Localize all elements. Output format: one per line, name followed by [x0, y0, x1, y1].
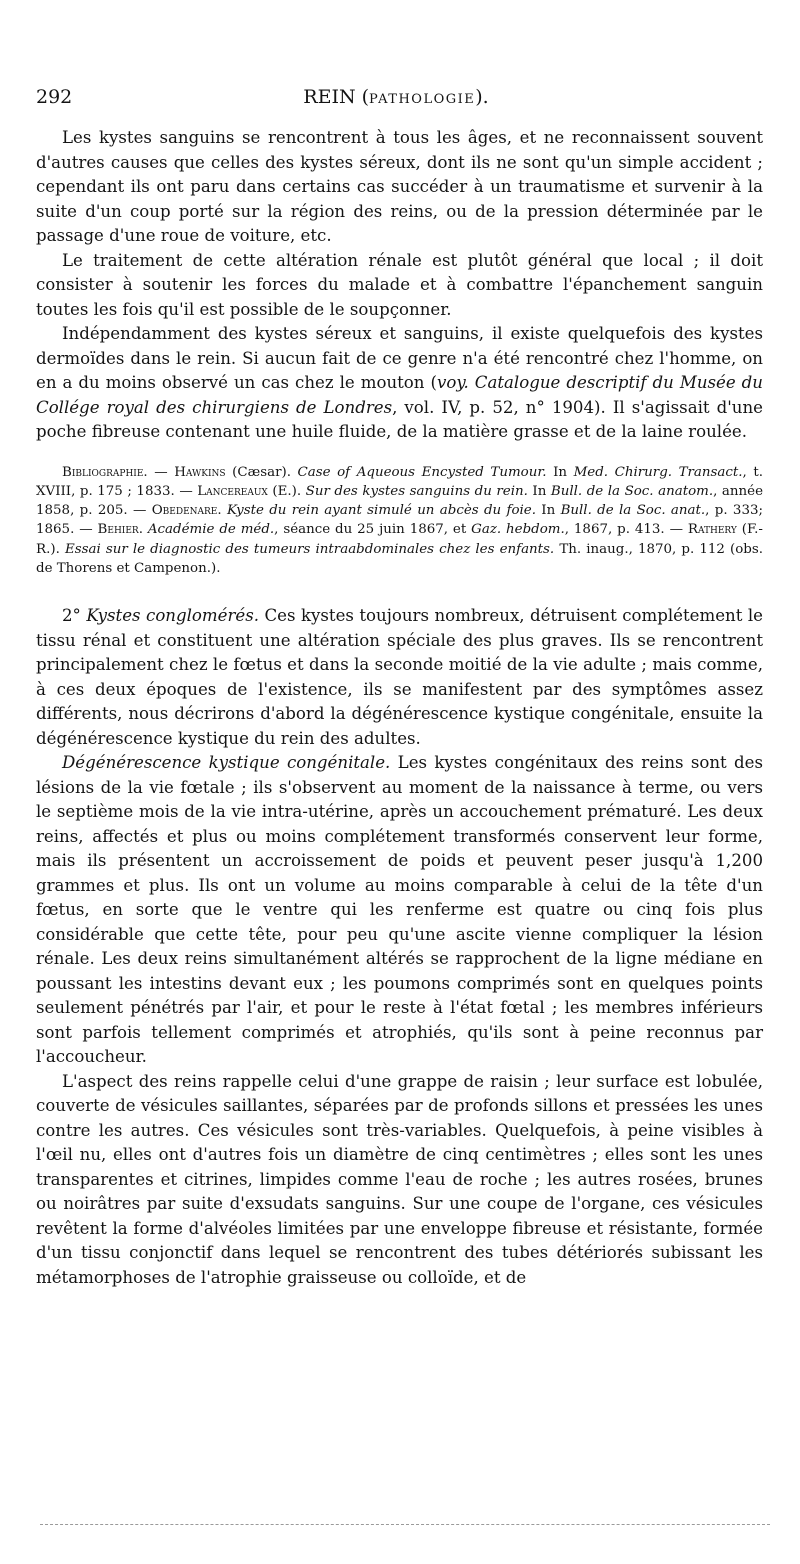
running-title: REIN (PATHOLOGIE).	[303, 86, 489, 108]
bibliography-segment: Kyste du rein ayant simulé un abcès du foie.	[226, 503, 536, 519]
bibliography-segment: Bull. de la Soc. anat.	[560, 503, 706, 519]
bibliography-segment: Th. inaug., 1870, p. 112 (obs. de Thorens et Campenon.).	[36, 541, 763, 576]
bibliography-segment: , p. 333; 1865. —	[36, 503, 763, 538]
bibliography-segment: (Cæsar).	[225, 464, 298, 480]
paragraph-kystes-dermoides: Indépendamment des kystes séreux et sanguins, il existe quelquefois des kystes dermoïdes dans le rein. Si aucun fait de ce genre n'a été rencontré chez l'homme, on en a du moins observé un cas chez le mouton (voy. Catalogue descriptif du Musée du Collége royal des chirurgiens de Londres, vol. IV, p. 52, n° 1904). Il s'agissait d'une poche fibreuse contenant une huile fluide, de la matière grasse et de la laine roulée.	[36, 324, 763, 441]
bibliography-segment: , 1867, p. 413. —	[564, 522, 688, 538]
bibliography-segment: Obedenare.	[151, 503, 222, 519]
bibliography-segment: In	[535, 503, 561, 519]
running-title-subject: PATHOLOGIE	[369, 92, 476, 107]
bibliography-segment: Case of Aqueous Encysted Tumour.	[297, 464, 547, 480]
page-header	[36, 86, 756, 116]
bibliography-segment: Sur des kystes sanguins du rein.	[305, 483, 528, 499]
bibliography-segment: (E.).	[267, 483, 306, 499]
bibliography-segment: Bull. de la Soc. anatom.	[550, 483, 714, 499]
bibliography-segment: —	[147, 464, 175, 480]
paragraph-aspect-reins: L'aspect des reins rappelle celui d'une grappe de raisin ; leur surface est lobulée, couverte de vésicules saillantes, séparées par de profonds sillons et pressées les unes contre les autres. Ces vésicules sont très-variables. Quelquefois, à peine visibles à l'œil nu, elles ont d'autres fois un diamètre de cinq centimètres ; elles sont les unes transparentes et citrines, limpides comme l'eau de roche ; les autres rosées, brunes ou noirâtres par suite d'exsudats sanguins. Sur une coupe de l'organe, ces vésicules revêtent la forme d'alvéoles limitées par une enveloppe fibreuse et résistante, formée d'un tissu conjonctif dans lequel se rencontrent des tubes détériorés subissant les métamorphoses de l'atrophie graisseuse ou colloïde, et de	[36, 1071, 763, 1287]
bibliography-segment: Med. Chirurg. Transact.	[573, 464, 743, 480]
paragraph-degenerescence: Dégénérescence kystique congénitale. Les kystes congénitaux des reins sont des lésions de la vie fœtale ; ils s'observent au moment de la naissance à terme, ou vers le septième mois de la vie intra-utérine, après un accouchement prématuré. Les deux reins, affectés et plus ou moins complétement transformés conservent leur forme, mais ils présentent un accroissement de poids et peuvent peser jusqu'à 1,200 grammes et plus. Ils ont un volume au moins comparable à celui de la tête d'un fœtus, en sorte que le ventre qui les renferme est quatre ou cinq fois plus considérable que cette tête, pour peu qu'une ascite vienne compliquer la lésion rénale. Les deux reins simultanément altérés se rapprochent de la ligne médiane en poussant les intestins devant eux ; les poumons comprimés sont en quelques points seulement pénétrés par l'air, et pour le reste à l'état fœtal ; les membres inférieurs sont parfois tellement comprimés et atrophiés, qu'ils sont à peine reconnus par l'accoucheur.	[36, 753, 764, 1067]
bibliography-segment: In	[546, 464, 574, 480]
bottom-rule	[40, 1524, 770, 1525]
bibliography-segment: Hawkins	[174, 464, 226, 480]
bibliography-segment: (F.-R.).	[36, 522, 763, 557]
bibliography-segment: Behier.	[97, 522, 143, 538]
subsection-heading: Dégénérescence kystique congénitale.	[62, 753, 391, 773]
section-heading: Kystes conglomérés.	[86, 606, 260, 626]
paragraph-kystes-sanguins: Les kystes sanguins se rencontrent à tous les âges, et ne reconnaissent souvent d'autres causes que celles des kystes séreux, dont ils ne sont qu'un simple accident ; cependant ils ont paru dans certains cas succéder à un traumatisme et survenir à la suite d'un coup porté sur la région des reins, ou de la pression déterminée par le passage d'une roue de voiture, etc.	[36, 128, 763, 245]
bibliography-segment: Gaz. hebdom.	[471, 522, 565, 538]
bibliography-segment: , t. XVIII, p. 175 ; 1833. —	[36, 464, 763, 499]
bibliography-segment: , année 1858, p. 205. —	[36, 483, 763, 519]
bibliography-segment: , séance du 25 juin 1867, et	[274, 522, 472, 538]
paragraph-kystes-conglomeres: 2° Kystes conglomérés. Ces kystes toujours nombreux, détruisent complétement le tissu rénal et constituent une altération spéciale des plus graves. Ils se rencontrent principalement chez le fœtus et dans la seconde moitié de la vie adulte ; mais comme, à ces deux époques de l'existence, ils se manifestent par des symptômes assez différents, nous décrirons d'abord la dégénérescence kystique congénitale, ensuite la dégénérescence kystique du rein des adultes.	[36, 606, 763, 748]
citation-catalogue: voy. Catalogue descriptif du Musée du Collége royal des chirurgiens de Londres	[36, 373, 763, 417]
bibliography-segment: Essai sur le diagnostic des tumeurs intraabdominales chez les enfants.	[64, 541, 555, 557]
bibliography-segment: Lancereaux	[197, 483, 268, 499]
bibliography-segment: Bibliographie.	[62, 464, 148, 480]
paragraph-traitement: Le traitement de cette altération rénale est plutôt général que local ; il doit consister à soutenir les forces du malade et à combattre l'épanchement sanguin toutes les fois qu'il est possible de le soupçonner.	[36, 250, 763, 319]
bibliography-segment: Académie de méd.	[147, 522, 275, 538]
page-number: 292	[36, 86, 73, 108]
bibliography-segment: In	[527, 483, 551, 499]
bibliography-segment: Rathery	[687, 522, 737, 538]
bibliography	[36, 463, 763, 579]
page-body	[36, 126, 763, 1290]
